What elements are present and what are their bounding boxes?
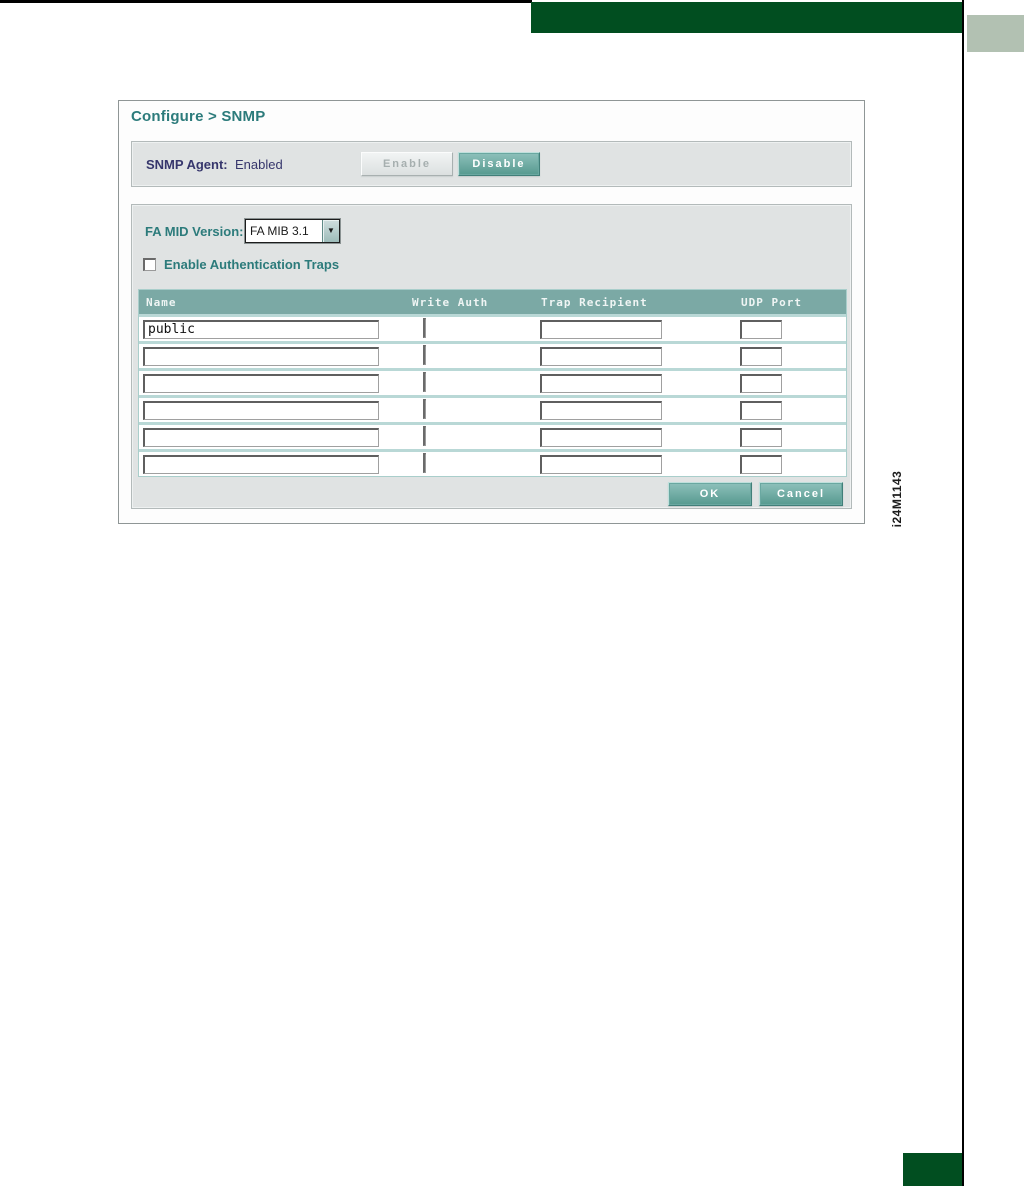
col-header-trap-recipient: Trap Recipient bbox=[541, 295, 648, 309]
udp-port-input[interactable] bbox=[740, 455, 782, 474]
enable-button[interactable]: Enable bbox=[361, 152, 453, 176]
udp-port-input[interactable] bbox=[740, 374, 782, 393]
action-button-row bbox=[668, 482, 843, 506]
chapter-header-bar bbox=[531, 2, 963, 33]
write-auth-checkbox[interactable] bbox=[423, 453, 426, 473]
snmp-settings-panel bbox=[131, 204, 852, 509]
table-row bbox=[139, 344, 846, 368]
name-input[interactable] bbox=[143, 401, 379, 420]
trap-recipient-input[interactable] bbox=[540, 347, 662, 366]
udp-port-input[interactable] bbox=[740, 428, 782, 447]
write-auth-checkbox[interactable] bbox=[423, 318, 426, 338]
name-input[interactable] bbox=[143, 374, 379, 393]
snmp-agent-panel bbox=[131, 141, 852, 187]
udp-port-input[interactable] bbox=[740, 320, 782, 339]
name-input[interactable] bbox=[143, 347, 379, 366]
table-row bbox=[139, 452, 846, 476]
trap-recipient-input[interactable] bbox=[540, 401, 662, 420]
write-auth-checkbox[interactable] bbox=[423, 399, 426, 419]
name-input[interactable] bbox=[143, 428, 379, 447]
col-header-write-auth: Write Auth bbox=[412, 295, 489, 309]
page-title: Configure > SNMP bbox=[131, 108, 266, 125]
chapter-side-tab bbox=[967, 15, 1024, 52]
figure-caption: i24M1143 bbox=[890, 470, 904, 528]
snmp-agent-label: SNMP Agent: bbox=[146, 157, 228, 172]
name-input[interactable] bbox=[143, 320, 379, 339]
write-auth-checkbox[interactable] bbox=[423, 426, 426, 446]
mib-version-label: FA MID Version: bbox=[145, 224, 244, 239]
table-row bbox=[139, 317, 846, 341]
trap-recipient-input[interactable] bbox=[540, 320, 662, 339]
snmp-config-window bbox=[118, 100, 865, 524]
community-table bbox=[138, 289, 847, 477]
snmp-agent-status: Enabled bbox=[235, 157, 283, 172]
write-auth-checkbox[interactable] bbox=[423, 345, 426, 365]
page-right-rule bbox=[962, 0, 964, 1186]
auth-traps-row bbox=[143, 257, 339, 272]
udp-port-input[interactable] bbox=[740, 347, 782, 366]
ok-button[interactable]: OK bbox=[668, 482, 752, 506]
page-footer-block bbox=[903, 1153, 962, 1186]
cancel-button[interactable]: Cancel bbox=[759, 482, 843, 506]
table-row bbox=[139, 425, 846, 449]
top-rule bbox=[0, 0, 532, 3]
write-auth-checkbox[interactable] bbox=[423, 372, 426, 392]
mib-version-selected-value: FA MIB 3.1 bbox=[250, 224, 309, 238]
name-input[interactable] bbox=[143, 455, 379, 474]
col-header-udp-port: UDP Port bbox=[741, 295, 802, 309]
auth-traps-label: Enable Authentication Traps bbox=[164, 257, 340, 272]
col-header-name: Name bbox=[146, 295, 177, 309]
trap-recipient-input[interactable] bbox=[540, 374, 662, 393]
table-row bbox=[139, 398, 846, 422]
auth-traps-checkbox[interactable] bbox=[143, 258, 156, 271]
chevron-down-icon[interactable]: ▼ bbox=[322, 220, 339, 242]
trap-recipient-input[interactable] bbox=[540, 428, 662, 447]
table-row bbox=[139, 371, 846, 395]
trap-recipient-input[interactable] bbox=[540, 455, 662, 474]
disable-button[interactable]: Disable bbox=[458, 152, 540, 176]
mib-version-select[interactable] bbox=[245, 219, 340, 243]
table-header-row bbox=[139, 290, 846, 314]
udp-port-input[interactable] bbox=[740, 401, 782, 420]
